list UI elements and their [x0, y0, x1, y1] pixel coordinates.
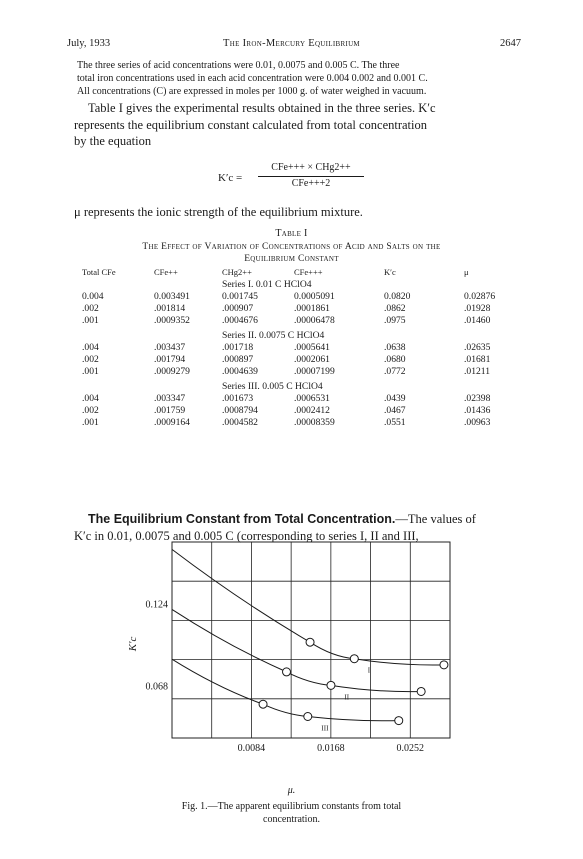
- cell: .002: [82, 404, 99, 416]
- cell: .0862: [384, 302, 406, 314]
- cell: .000897: [222, 353, 254, 365]
- cell: .0009279: [154, 365, 190, 377]
- table-row: [82, 365, 524, 377]
- series-title: Series I. 0.01 C HClO4: [222, 278, 312, 290]
- cell: 0.001745: [222, 290, 258, 302]
- cell: .002: [82, 353, 99, 365]
- page-number: 2647: [500, 38, 521, 49]
- col-header: CHg2++: [222, 267, 252, 277]
- table-row: [82, 392, 524, 404]
- x-tick-label: 0.0252: [396, 743, 425, 754]
- data-table: [82, 266, 524, 428]
- cell: .001718: [222, 341, 254, 353]
- cell: .01211: [464, 365, 491, 377]
- intro-line-1: The three series of acid concentrations were 0.01, 0.0075 and 0.005 C. The three: [77, 60, 400, 71]
- data-point-series-I: [350, 655, 358, 663]
- col-header: Total CFe: [82, 267, 116, 277]
- data-point-series-III: [304, 712, 312, 720]
- equation: [218, 162, 368, 198]
- series-label-II: II: [344, 693, 350, 702]
- data-point-series-I: [306, 638, 314, 646]
- cell: .001: [82, 416, 99, 428]
- cell: 0.003491: [154, 290, 190, 302]
- figure-caption-1: Fig. 1.—The apparent equilibrium constants from total: [181, 801, 402, 812]
- cell: .0551: [384, 416, 406, 428]
- table-row: [82, 290, 524, 302]
- cell: .0004582: [222, 416, 258, 428]
- cell: .0002412: [294, 404, 330, 416]
- section-text-1: —The values of: [395, 512, 476, 526]
- data-point-series-III: [259, 700, 267, 708]
- x-tick-label: 0.0168: [317, 743, 345, 754]
- table-row: [82, 302, 524, 314]
- fraction-bar: [258, 176, 364, 177]
- cell: 0.02876: [464, 290, 496, 302]
- para1-line-3: by the equation: [74, 134, 152, 148]
- cell: .0001861: [294, 302, 330, 314]
- figure-caption: [0, 800, 583, 826]
- cell: .002: [82, 302, 99, 314]
- para1-line-2: represents the equilibrium constant calculated from total concentration: [74, 117, 427, 132]
- data-point-series-III: [395, 717, 403, 725]
- series-title: Series II. 0.0075 C HClO4: [222, 329, 325, 341]
- y-tick-label: 0.068: [145, 681, 168, 693]
- equation-denominator: CFe+++2: [291, 178, 331, 189]
- cell: .01681: [464, 353, 491, 365]
- table-row: [82, 341, 524, 353]
- intro-note: [77, 59, 529, 98]
- figure-1-chart: [110, 540, 490, 770]
- cell: .0680: [384, 353, 406, 365]
- series-title: Series III. 0.005 C HClO4: [222, 380, 323, 392]
- cell: .00963: [464, 416, 491, 428]
- figure-caption-2: concentration.: [263, 814, 320, 825]
- table-row: [82, 416, 524, 428]
- cell: 0.004: [82, 290, 104, 302]
- cell: .0009352: [154, 314, 190, 326]
- cell: .0002061: [294, 353, 330, 365]
- cell: .01436: [464, 404, 491, 416]
- cell: 0.0820: [384, 290, 411, 302]
- cell: .004: [82, 341, 99, 353]
- cell: .0638: [384, 341, 406, 353]
- table-caption-2: Equilibrium Constant: [244, 254, 339, 264]
- cell: .0008794: [222, 404, 258, 416]
- table-row: [82, 353, 524, 365]
- cell: .001673: [222, 392, 254, 404]
- cell: .0004639: [222, 365, 258, 377]
- cell: .003437: [154, 341, 186, 353]
- cell: .00007199: [294, 365, 335, 377]
- chart-points: [259, 638, 448, 732]
- col-header: CFe++: [154, 267, 178, 277]
- equation-numerator: CFe+++ × CHg2++: [271, 162, 351, 173]
- cell: 0.0005091: [294, 290, 335, 302]
- col-header: K′c: [384, 267, 396, 277]
- cell: .01460: [464, 314, 491, 326]
- x-axis-label: μ.: [287, 785, 296, 796]
- cell: .0975: [384, 314, 406, 326]
- section-text-2: K′c in 0.01, 0.0075 and 0.005 C (corresponding to series I, II and III,: [74, 528, 419, 543]
- mu-sentence: μ represents the ionic strength of the equilibrium mixture.: [74, 205, 363, 219]
- para1-line-1: Table I gives the experimental results obtained in the three series. K′c: [88, 101, 436, 115]
- series-label-III: III: [321, 724, 329, 733]
- paragraph-1: [74, 100, 529, 150]
- table-caption-1: The Effect of Variation of Concentrations of Acid and Salts on the: [142, 242, 441, 252]
- cell: .01928: [464, 302, 491, 314]
- y-axis-label: K′c: [127, 636, 139, 652]
- data-point-series-I: [440, 661, 448, 669]
- intro-line-2: total iron concentrations used in each acid concentration were 0.004 0.002 and 0.001 C.: [77, 73, 428, 84]
- col-header: μ: [464, 267, 469, 277]
- cell: .001794: [154, 353, 186, 365]
- cell: .0005641: [294, 341, 330, 353]
- intro-line-3: All concentrations (C) are expressed in moles per 1000 g. of water weighed in vacuum.: [77, 86, 427, 97]
- cell: .001814: [154, 302, 186, 314]
- x-tick-label: 0.0084: [237, 743, 266, 754]
- equation-lhs: K′c =: [218, 172, 243, 184]
- series-label-I: I: [367, 666, 371, 675]
- table-label: Table I: [275, 228, 308, 239]
- cell: .004: [82, 392, 99, 404]
- cell: .0772: [384, 365, 406, 377]
- cell: .0004676: [222, 314, 258, 326]
- header-date: July, 1933: [67, 38, 111, 49]
- cell: .001: [82, 365, 99, 377]
- cell: .000907: [222, 302, 254, 314]
- col-header: CFe+++: [294, 267, 323, 277]
- cell: .00006478: [294, 314, 335, 326]
- cell: .0009164: [154, 416, 190, 428]
- curve-series-I: [172, 549, 444, 665]
- table-row: [82, 404, 524, 416]
- data-point-series-II: [283, 668, 291, 676]
- y-tick-label: 0.124: [145, 599, 168, 611]
- cell: .02398: [464, 392, 491, 404]
- chart-curves: [172, 549, 444, 720]
- table-row: [82, 314, 524, 326]
- running-title: [0, 38, 583, 49]
- table-header-row: [82, 266, 524, 278]
- curve-series-II: [172, 609, 421, 691]
- cell: .001759: [154, 404, 186, 416]
- cell: .0006531: [294, 392, 330, 404]
- cell: .00008359: [294, 416, 335, 428]
- cell: .0439: [384, 392, 406, 404]
- cell: .003347: [154, 392, 186, 404]
- data-point-series-II: [327, 681, 335, 689]
- cell: .02635: [464, 341, 491, 353]
- running-title-text: The Iron-Mercury Equilibrium: [223, 38, 360, 49]
- section-heading: The Equilibrium Constant from Total Concentration.: [88, 512, 396, 526]
- cell: .001: [82, 314, 99, 326]
- data-point-series-II: [417, 687, 425, 695]
- cell: .0467: [384, 404, 406, 416]
